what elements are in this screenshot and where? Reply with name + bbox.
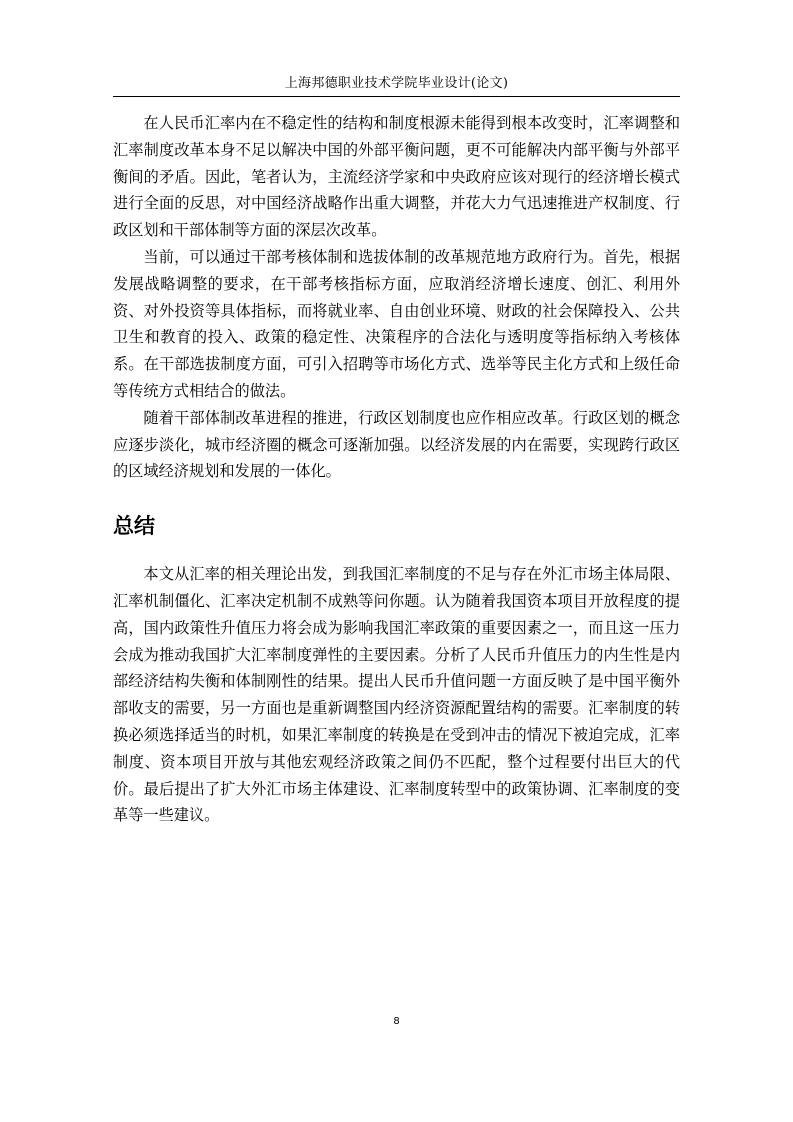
header-title: 上海邦德职业技术学院毕业设计(论文) [284,76,509,91]
body-paragraph: 在人民币汇率内在不稳定性的结构和制度根源未能得到根本改变时，汇率调整和汇率制度改革本身不足以解决中国的外部平衡问题，更不可能解决内部平衡与外部平衡间的矛盾。因此，笔者认为，主流经济学家和中央政府应该对现行的经济增长模式进行全面的反思，对中国经济战略作出重大调整，并花大力气迅速推进产权制度、行政区划和干部体制等方面的深层次改革。 [113,114,680,240]
body-paragraph: 当前，可以通过干部考核体制和选拔体制的改革规范地方政府行为。首先，根据发展战略调整的要求，在干部考核指标方面，应取消经济增长速度、创汇、利用外资、对外投资等具体指标，而将就业率、自由创业环境、财政的社会保障投入、公共卫生和教育的投入、政策的稳定性、决策程序的合法化与透明度等指标纳入考核体系。在干部选拔制度方面，可引入招聘等市场化方式、选举等民主化方式和上级任命等传统方式相结合的做法。 [113,247,680,400]
body-paragraph: 随着干部体制改革进程的推进，行政区划制度也应作相应改革。行政区划的概念应逐步淡化，城市经济圈的概念可逐渐加强。以经济发展的内在需要，实现跨行政区的区域经济规划和发展的一体化。 [113,408,680,481]
page-number: 8 [393,1016,400,1027]
page-header [113,66,680,97]
summary-paragraph: 本文从汇率的相关理论出发，到我国汇率制度的不足与存在外汇市场主体局限、汇率机制僵化、汇率决定机制不成熟等问你题。认为随着我国资本项目开放程度的提高，国内政策性升值压力将会成为影响我国汇率政策的重要因素之一，而且这一压力会成为推动我国扩大汇率制度弹性的主要因素。分析了人民币升值压力的内生性是内部经济结构失衡和体制刚性的结果。提出人民币升值问题一方面反映了是中国平衡外部收支的需要，另一方面也是重新调整国内经济资源配置结构的需要。汇率制度的转换必须选择适当的时机，如果汇率制度的转换是在受到冲击的情况下被迫完成，汇率制度、资本项目开放与其他宏观经济政策之间仍不匹配，整个过程要付出巨大的代价。最后提出了扩大外汇市场主体建设、汇率制度转型中的政策协调、汇率制度的变革等一些建议。 [113,565,680,825]
section-heading-summary: 总结 [113,514,155,539]
document-body [113,110,680,829]
